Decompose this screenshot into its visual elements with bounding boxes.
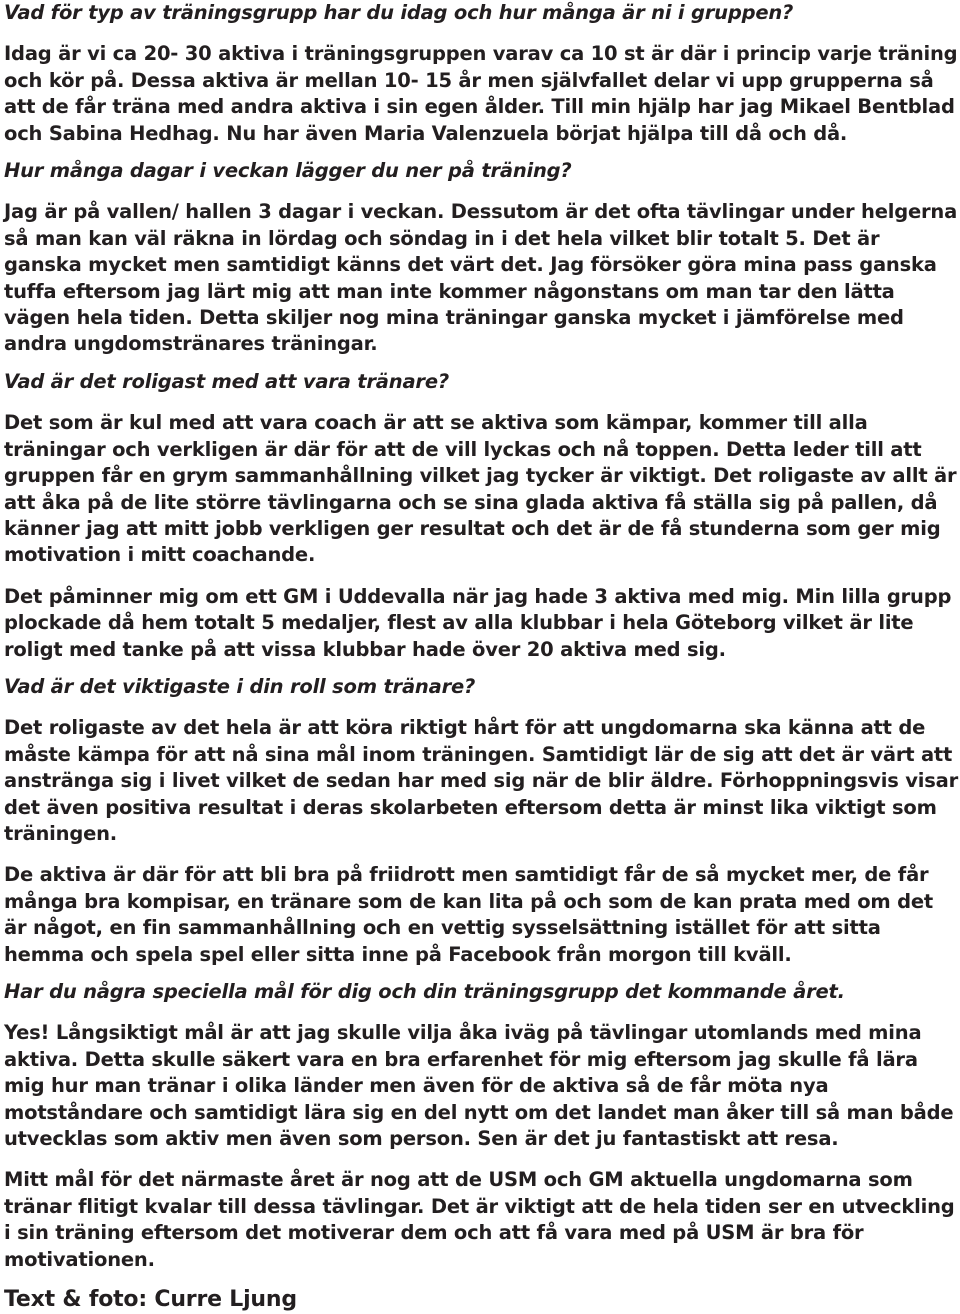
answer-paragraph: Det som är kul med att vara coach är att se aktiva som kämpar, kommer till alla träningar och verkligen är där för att de vill lyckas och nå toppen. Detta leder till att gruppen får en grym sammanhållning vilket jag tycker är viktigt. Det roligaste av allt är att åka på de lite större tävlingarna och se sina glada aktiva få ställa sig på pallen, då känner jag att mitt jobb verkligen ger resultat och det är de få stunderna som ger mig motivation i mitt coachande. <box>4 411 957 567</box>
answer-paragraph: Jag är på vallen/ hallen 3 dagar i veckan. Dessutom är det ofta tävlingar under helgerna så man kan väl räkna in lördag och söndag in i det hela vilket blir totalt 5. Det är ganska mycket men samtidigt känns det värt det. Jag försöker göra mina pass ganska tuffa eftersom jag lärt mig att man inte kommer någonstans om man tar den lätta vägen hela tiden. Detta skiljer nog mina träningar ganska mycket i jämförelse med andra ungdomstränares träningar. <box>4 200 958 356</box>
answer-paragraph: Det påminner mig om ett GM i Uddevalla när jag hade 3 aktiva med mig. Min lilla grupp plockade då hem totalt 5 medaljer, flest av alla klubbar i hela Göteborg vilket är lite roligt med tanke på att vissa klubbar hade över 20 aktiva med sig. <box>4 584 952 661</box>
question-heading: Har du några speciella mål för dig och din träningsgrupp det kommande året. <box>4 980 845 1003</box>
question-heading: Vad är det roligast med att vara tränare? <box>4 369 449 393</box>
answer-paragraph: Yes! Långsiktigt mål är att jag skulle vilja åka iväg på tävlingar utomlands med mina aktiva. Detta skulle säkert vara en bra erfarenhet för mig eftersom jag skulle få lära mig hur man tränar i olika länder men även för de aktiva så de får möta nya motståndare och samtidigt lära sig en del nytt om det landet man åker till så man både utvecklas som aktiv men även som person. Sen är det ju fantastiskt att resa. <box>4 1021 954 1151</box>
question-heading: Hur många dagar i veckan lägger du ner på träning? <box>4 159 572 183</box>
answer-paragraph: De aktiva är där för att bli bra på friidrott men samtidigt får de så mycket mer, de får många bra kompisar, en tränare som de kan lita på och som de kan prata med om det är något, en fin sammanhållning och en vettig sysselsättning istället för att sitta hemma och spela spel eller sitta inne på Facebook från morgon till kväll. <box>4 863 934 966</box>
question-heading: Vad för typ av träningsgrupp har du idag och hur många är ni i gruppen? <box>4 1 794 24</box>
answer-paragraph: Det roligaste av det hela är att köra riktigt hårt för att ungdomarna ska känna att de måste kämpa för att nå sina mål inom träningen. Samtidigt lär de sig att det är värt att anstränga sig i livet vilket de sedan har med sig när de blir äldre. Förhoppningsvis visar det även positiva resultat i deras skolarbeten eftersom detta är minst lika viktigt som träningen. <box>4 716 959 845</box>
answer-paragraph: Idag är vi ca 20- 30 aktiva i träningsgruppen varav ca 10 st är där i princip varje träning och kör på. Dessa aktiva är mellan 10- 15 år men självfallet delar vi upp grupperna så att de får träna med andra aktiva i sin egen ålder. Till min hjälp har jag Mikael Bentblad och Sabina Hedhag. Nu har även Maria Valenzuela börjat hjälpa till då och då. <box>4 42 958 145</box>
byline-credit: Text & foto: Curre Ljung <box>4 1287 297 1313</box>
question-heading: Vad är det viktigaste i din roll som tränare? <box>4 674 476 698</box>
answer-paragraph: Mitt mål för det närmaste året är nog att de USM och GM aktuella ungdomarna som tränar flitigt kvalar till dessa tävlingar. Det är viktigt att de hela tiden ser en utveckling i sin träning eftersom det motiverar dem och att få vara med på USM är bra för motivationen. <box>4 1168 955 1271</box>
interview-article <box>4 0 958 1314</box>
